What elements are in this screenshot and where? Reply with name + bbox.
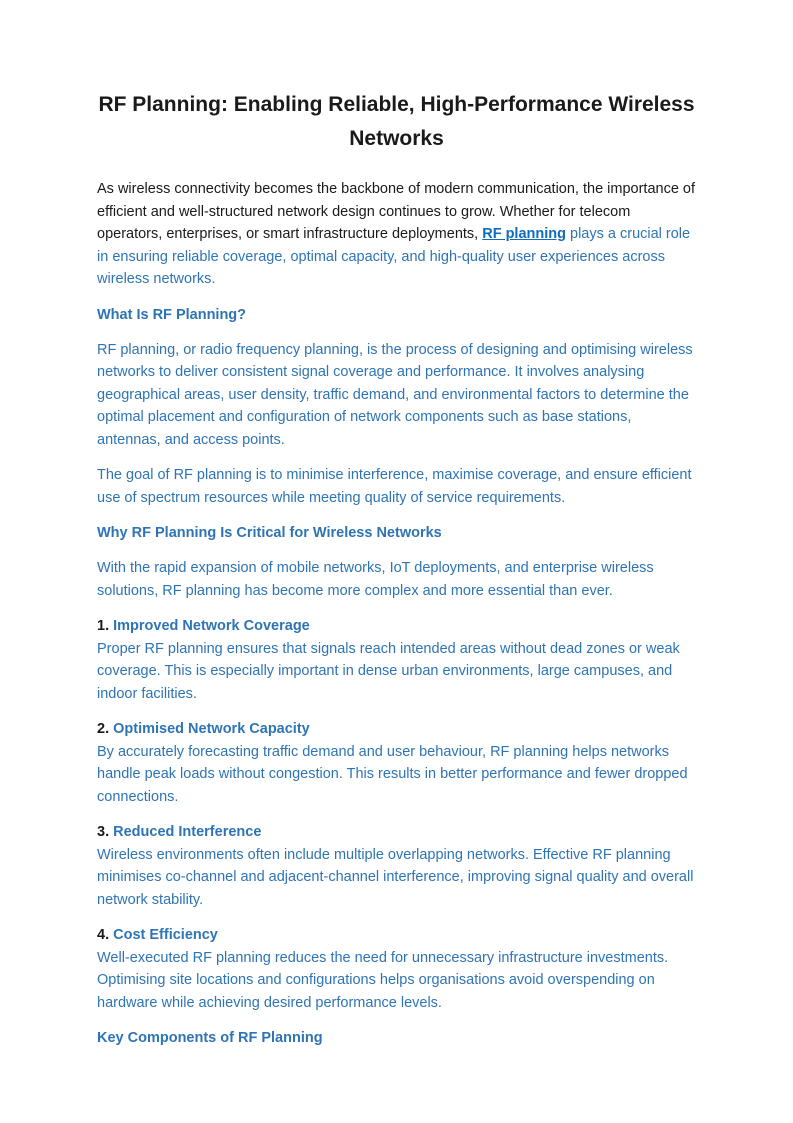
item-title: Optimised Network Capacity (113, 721, 310, 737)
item-number: 1. (97, 618, 110, 634)
item-number: 2. (97, 721, 110, 737)
numbered-item-heading (97, 615, 696, 638)
paragraph-rf-planning-definition: RF planning, or radio frequency planning, is the process of designing and optimising wireless networks to deliver consistent signal coverage and performance. It involves analysing geographical areas, user density, traffic demand, and environmental factors to determine the optimal placement and configuration of network components such as base stations, antennas, and access points. (97, 341, 693, 448)
paragraph-rapid-expansion: With the rapid expansion of mobile networks, IoT deployments, and enterprise wireless solutions, RF planning has become more complex and more essential than ever. (97, 560, 654, 599)
numbered-item-improved-coverage (97, 615, 696, 705)
numbered-item-body: Well-executed RF planning reduces the need for unnecessary infrastructure investments. Optimising site locations and configurations helps organisations avoid overspending on hardware while achieving desired performance levels. (97, 949, 669, 1011)
heading-why-rf-planning-critical: Why RF Planning Is Critical for Wireless Networks (97, 525, 442, 541)
item-title: Improved Network Coverage (113, 618, 310, 634)
numbered-item-body: Proper RF planning ensures that signals reach intended areas without dead zones or weak coverage. This is especially important in dense urban environments, large campuses, and indoor facilities. (97, 640, 680, 702)
numbered-item-heading (97, 718, 696, 741)
numbered-item-heading (97, 924, 696, 947)
intro-lead-text: As wireless connectivity becomes the backbone of modern communication, the importance of efficient and well-structured network design continues to grow. Whether for telecom operators, enterprises, or smart infrastructure deployments, (97, 181, 696, 242)
numbered-item-body: Wireless environments often include multiple overlapping networks. Effective RF planning minimises co-channel and adjacent-channel interference, improving signal quality and overall network stability. (97, 846, 694, 908)
document-title: RF Planning: Enabling Reliable, High-Performance Wireless Networks (98, 93, 695, 150)
heading-key-components: Key Components of RF Planning (97, 1030, 323, 1046)
rf-planning-link[interactable]: RF planning (482, 226, 566, 242)
item-title: Cost Efficiency (113, 927, 218, 943)
item-number: 3. (97, 824, 110, 840)
paragraph-rf-planning-goal: The goal of RF planning is to minimise interference, maximise coverage, and ensure efficient use of spectrum resources while meeting quality of service requirements. (97, 467, 692, 506)
heading-what-is-rf-planning: What Is RF Planning? (97, 306, 247, 323)
intro-paragraph (97, 178, 696, 291)
numbered-item-optimised-capacity (97, 718, 696, 808)
numbered-item-reduced-interference (97, 821, 696, 911)
numbered-item-heading (97, 821, 696, 844)
item-number: 4. (97, 927, 110, 943)
numbered-item-body: By accurately forecasting traffic demand and user behaviour, RF planning helps networks handle peak loads without congestion. This results in better performance and fewer dropped connections. (97, 743, 688, 805)
intro-tail-text: plays a crucial role in ensuring reliable coverage, optimal capacity, and high-quality user experiences across wireless networks. (97, 226, 691, 287)
numbered-item-cost-efficiency (97, 924, 696, 1014)
item-title: Reduced Interference (113, 824, 262, 840)
